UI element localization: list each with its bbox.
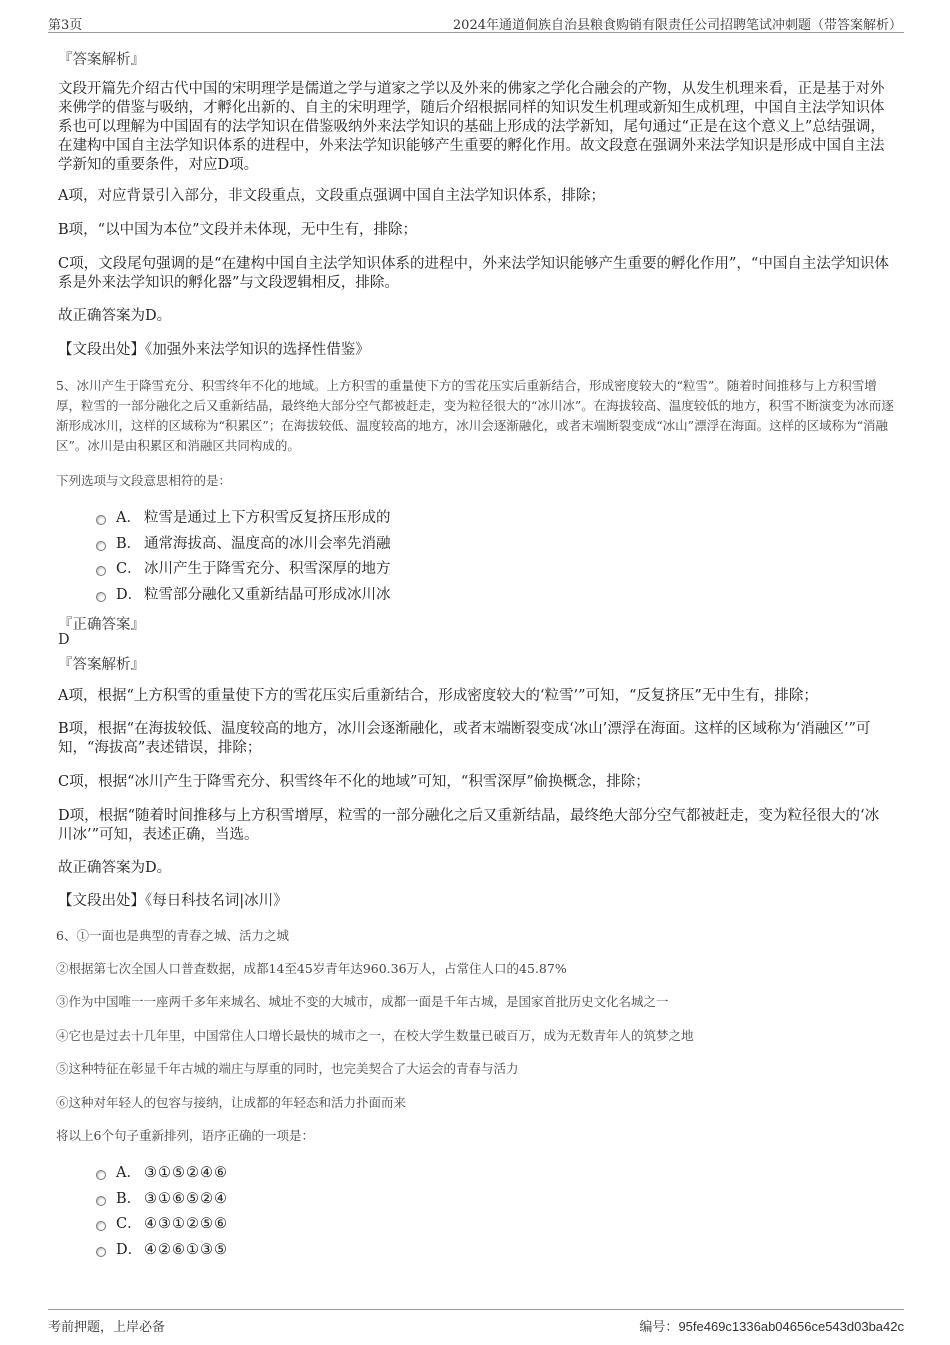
q5-item-b: B项，根据“在海拔较低、温度较高的地方，冰川会逐渐融化，或者末端断裂变成‘冰山’漂浮在海面。这样的区域称为‘消融区’”可知，“海拔高”表述错误，排除；: [58, 721, 871, 756]
q4-source: 【文段出处】《加强外来法学知识的选择性借鉴》: [58, 342, 370, 358]
radio-icon[interactable]: [96, 592, 106, 602]
q4-item-a: A项，对应背景引入部分，非文段重点，文段重点强调中国自主法学知识体系，排除；: [58, 188, 605, 204]
q5-option-a[interactable]: A． 粒雪是通过上下方积雪反复挤压形成的: [96, 508, 391, 528]
q6-sentence-1: 6、①一面也是典型的青春之城、活力之城: [56, 928, 289, 943]
q4-item-c: C项，文段尾句强调的是“在建构中国自主法学知识体系的进程中，外来法学知识能够产生重要的孵化作用”，“中国自主法学知识体系是外来法学知识的孵化器”与文段逻辑相反，排除。: [58, 256, 889, 291]
q6-sentence-5: ⑤这种特征在彰显千年古城的端庄与厚重的同时，也完美契合了大运会的青春与活力: [56, 1061, 519, 1076]
q6-option-b[interactable]: B． ③①⑥⑤②④: [96, 1189, 228, 1209]
radio-icon[interactable]: [96, 1170, 106, 1180]
footer-slogan: 考前押题，上岸必备: [48, 1320, 166, 1335]
page-number: 第3页: [48, 18, 83, 33]
q5-answer-label: 『正确答案』: [58, 617, 145, 633]
document-title: 2024年通道侗族自治县粮食购销有限责任公司招聘笔试冲刺题（带答案解析）: [452, 18, 902, 33]
q5-option-b[interactable]: B． 通常海拔高、温度高的冰川会率先消融: [96, 534, 391, 554]
q5-passage: 5、冰川产生于降雪充分、积雪终年不化的地域。上方积雪的重量使下方的雪花压实后重新结合，形成密度较大的“粒雪”。随着时间推移与上方积雪增厚，粒雪的一部分融化之后又重新结晶，最终绝大部分空气都被赶走，变为粒径很大的“冰川冰”。在海拔较高、温度较低的地方，积雪不断演变为冰而逐渐形成冰川，这样的区域称为“积累区”；在海拔较低、温度较高的地方，冰川会逐渐融化，或者末端断裂变成“冰山”漂浮在海面。这样的区域称为“消融区”。冰川是由积累区和消融区共同构成的。: [56, 378, 894, 453]
q5-item-d: D项，根据“随着时间推移与上方积雪增厚，粒雪的一部分融化之后又重新结晶，最终绝大部分空气都被赶走，变为粒径很大的‘冰川冰’”可知，表述正确，当选。: [58, 808, 880, 843]
q6-sentence-2: ②根据第七次全国人口普查数据，成都14至45岁青年达960.36万人，占常住人口的45.87%: [56, 961, 567, 976]
document-code: 编号：95fe469c1336ab04656ce543d03ba42c: [639, 1319, 904, 1335]
q5-item-a: A项，根据“上方积雪的重量使下方的雪花压实后重新结合，形成密度较大的‘粒雪’”可知，“反复挤压”无中生有，排除；: [58, 688, 818, 704]
radio-icon[interactable]: [96, 566, 106, 576]
q6-sentence-6: ⑥这种对年轻人的包容与接纳，让成都的年轻态和活力扑面而来: [56, 1095, 407, 1110]
q5-answer-value: D: [58, 632, 70, 648]
q6-sentence-3: ③作为中国唯一一座两千多年来城名、城址不变的大城市，成都一面是千年古城，是国家首批历史文化名城之一: [56, 994, 669, 1009]
q6-option-c[interactable]: C． ④③①②⑤⑥: [96, 1214, 228, 1234]
q4-item-b: B项，“以中国为本位”文段并未体现，无中生有，排除；: [58, 222, 417, 238]
q4-analysis-paragraph: 文段开篇先介绍古代中国的宋明理学是儒道之学与道家之学以及外来的佛家之学化合融会的产物，从发生机理来看，正是基于对外来佛学的借鉴与吸纳，才孵化出新的、自主的宋明理学，随后介绍根据同样的知识发生机理或新知生成机理，中国自主法学知识体系也可以理解为中国固有的法学知识在借鉴吸纳外来法学知识的基础上形成的法学新知，尾句通过“正是在这个意义上”总结强调，在建构中国自主法学知识体系的进程中，外来法学知识能够产生重要的孵化作用。故文段意在强调外来法学知识是形成中国自主法学新知的重要条件，对应D项。: [58, 81, 885, 173]
page-footer: [48, 1309, 904, 1336]
q5-question: 下列选项与文段意思相符的是：: [56, 473, 232, 488]
radio-icon[interactable]: [96, 1247, 106, 1257]
q5-source: 【文段出处】《每日科技名词|冰川》: [58, 893, 288, 909]
q5-analysis-label: 『答案解析』: [58, 657, 145, 673]
radio-icon[interactable]: [96, 1196, 106, 1206]
q5-option-d[interactable]: D． 粒雪部分融化又重新结晶可形成冰川冰: [96, 585, 391, 605]
page-header: [48, 10, 904, 33]
q6-option-d[interactable]: D． ④②⑥①③⑤: [96, 1240, 228, 1260]
q6-option-a[interactable]: A． ③①⑤②④⑥: [96, 1163, 228, 1183]
radio-icon[interactable]: [96, 515, 106, 525]
q4-analysis-label: 『答案解析』: [58, 52, 145, 68]
q6-question: 将以上6个句子重新排列，语序正确的一项是：: [56, 1128, 314, 1143]
q4-conclusion: 故正确答案为D。: [58, 308, 172, 324]
q5-option-c[interactable]: C． 冰川产生于降雪充分、积雪深厚的地方: [96, 559, 391, 579]
radio-icon[interactable]: [96, 541, 106, 551]
q5-item-c: C项，根据“冰川产生于降雪充分、积雪终年不化的地域”可知，“积雪深厚”偷换概念，排除；: [58, 774, 650, 790]
radio-icon[interactable]: [96, 1221, 106, 1231]
q5-conclusion: 故正确答案为D。: [58, 860, 172, 876]
q6-sentence-4: ④它也是过去十几年里，中国常住人口增长最快的城市之一，在校大学生数量已破百万，成为无数青年人的筑梦之地: [56, 1028, 694, 1043]
